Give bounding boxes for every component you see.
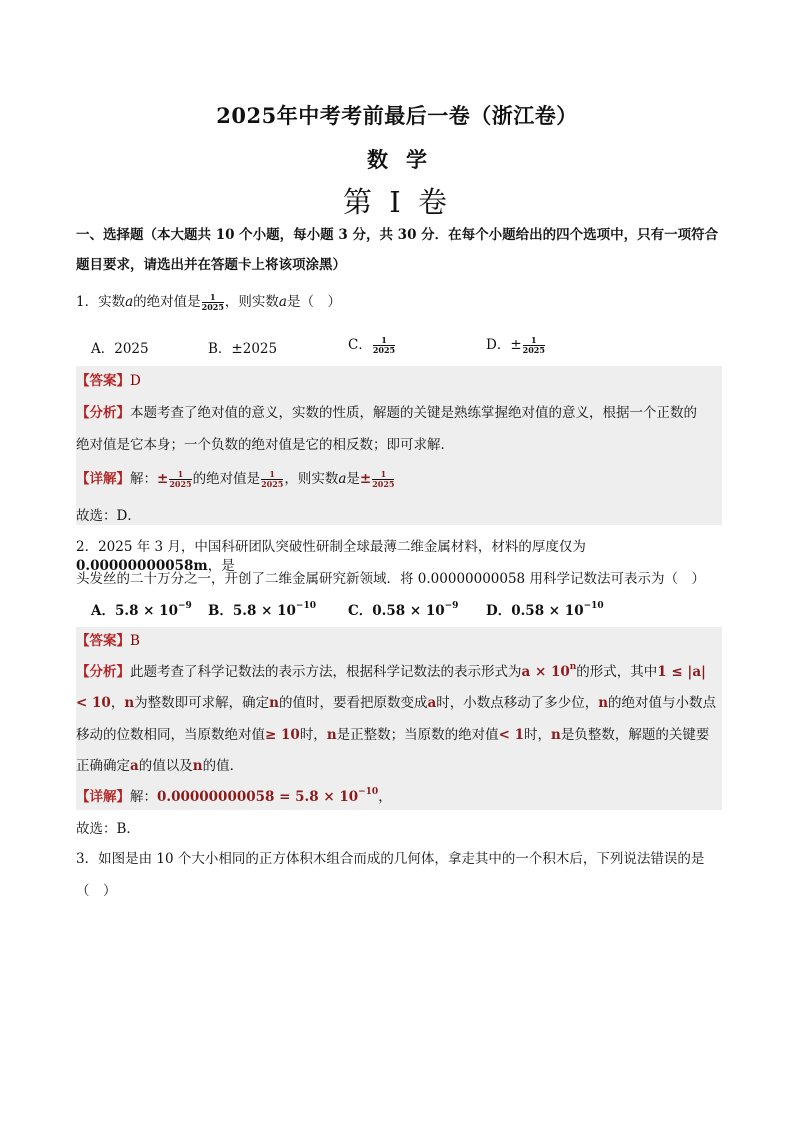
section-heading-line1: 一、选择题（本大题共 10 个小题，每小题 3 分，共 30 分．在每个小题给出的四个选项中，只有一项符合	[76, 227, 719, 243]
q1-analysis-line1: 【分析】本题考查了绝对值的意义，实数的性质，解题的关键是熟练掌握绝对值的意义，根据一个正数的	[76, 405, 697, 421]
page-title: 2025年中考考前最后一卷（浙江卷）	[216, 103, 578, 128]
q1-option-a: A．2025	[91, 341, 149, 357]
q3-stem-line1: 3．如图是由 10 个大小相同的正方体积木组合而成的几何体，拿走其中的一个积木后，下列说法错误的是	[76, 851, 705, 867]
q2-analysis-line2: < 10，n为整数即可求解，确定n的值时，要看把原数变成a时，小数点移动了多少位，n的绝对值与小数点	[76, 695, 717, 711]
q2-stem-line2: 头发丝的二十万分之一，开创了二维金属研究新领域．将 0.00000000058 用科学记数法可表示为（ ）	[76, 571, 705, 587]
q1-fraction: $\frac{1}{2025}$	[201, 292, 224, 312]
q1-stem-text: 1．实数	[76, 294, 126, 310]
q1-var: a	[125, 294, 134, 310]
section-heading-line2: 题目要求，请选出并在答题卡上将该项涂黑）	[76, 257, 346, 273]
q1-var: a	[278, 294, 287, 310]
q1-option-d: D．± $\frac{1}{2025}$	[486, 335, 545, 355]
q1-detail: 【详解】解：± $\frac{1}{2025}$ 的绝对值是 $\frac{1}{2025}$ ，则实数a是± $\frac{1}{2025}$	[76, 469, 395, 489]
q1-stem	[76, 293, 720, 312]
q3-stem-line2: （ ）	[76, 883, 117, 899]
q1-stem-text: ，则实数	[224, 294, 279, 310]
q2-analysis-line4: 正确确定a的值以及n的值．	[76, 758, 244, 774]
q2-option-b: B．$5.8 \times 10^{-10}$	[208, 601, 316, 619]
q1-option-c: C． $\frac{1}{2025}$	[348, 335, 396, 355]
q1-stem-text: 的绝对值是	[133, 294, 201, 310]
q2-analysis-line3: 移动的位数相同，当原数绝对值≥ 10时，n是正整数；当原数的绝对值< 1时，n是负整数，解题的关键要	[76, 727, 710, 743]
q1-option-b: B．±2025	[208, 341, 278, 357]
q2-option-c: C．$0.58 \times 10^{-9}$	[348, 601, 459, 619]
q2-option-a: A．$5.8 \times 10^{-9}$	[91, 601, 192, 619]
q2-stem-line1: 2．2025 年 3 月，中国科研团队突破性研制全球最薄二维金属材料，材料的厚度仅为0.00000000058m，是	[76, 539, 586, 574]
subject-title: 数学	[367, 147, 445, 172]
q2-detail: 【详解】解：$0.00000000058 = 5.8 \times 10^{-10}$，	[76, 787, 392, 805]
q1-stem-text: 是（ ）	[286, 294, 341, 310]
q1-analysis-line2: 绝对值是它本身；一个负数的绝对值是它的相反数；即可求解．	[76, 437, 454, 453]
volume-title: 第 I 卷	[343, 185, 451, 219]
q2-solution-box	[76, 627, 722, 810]
q2-choice: 故选：B．	[76, 821, 140, 837]
q2-analysis-line1: 【分析】此题考查了科学记数法的表示方法，根据科学记数法的表示形式为$a \times 10^n$的形式，其中1 ≤ |a|	[76, 662, 706, 680]
q2-option-d: D．$0.58 \times 10^{-10}$	[486, 601, 604, 619]
q2-answer: 【答案】B	[76, 633, 140, 649]
q1-answer: 【答案】D	[76, 373, 141, 389]
q1-choice: 故选：D．	[76, 508, 141, 524]
